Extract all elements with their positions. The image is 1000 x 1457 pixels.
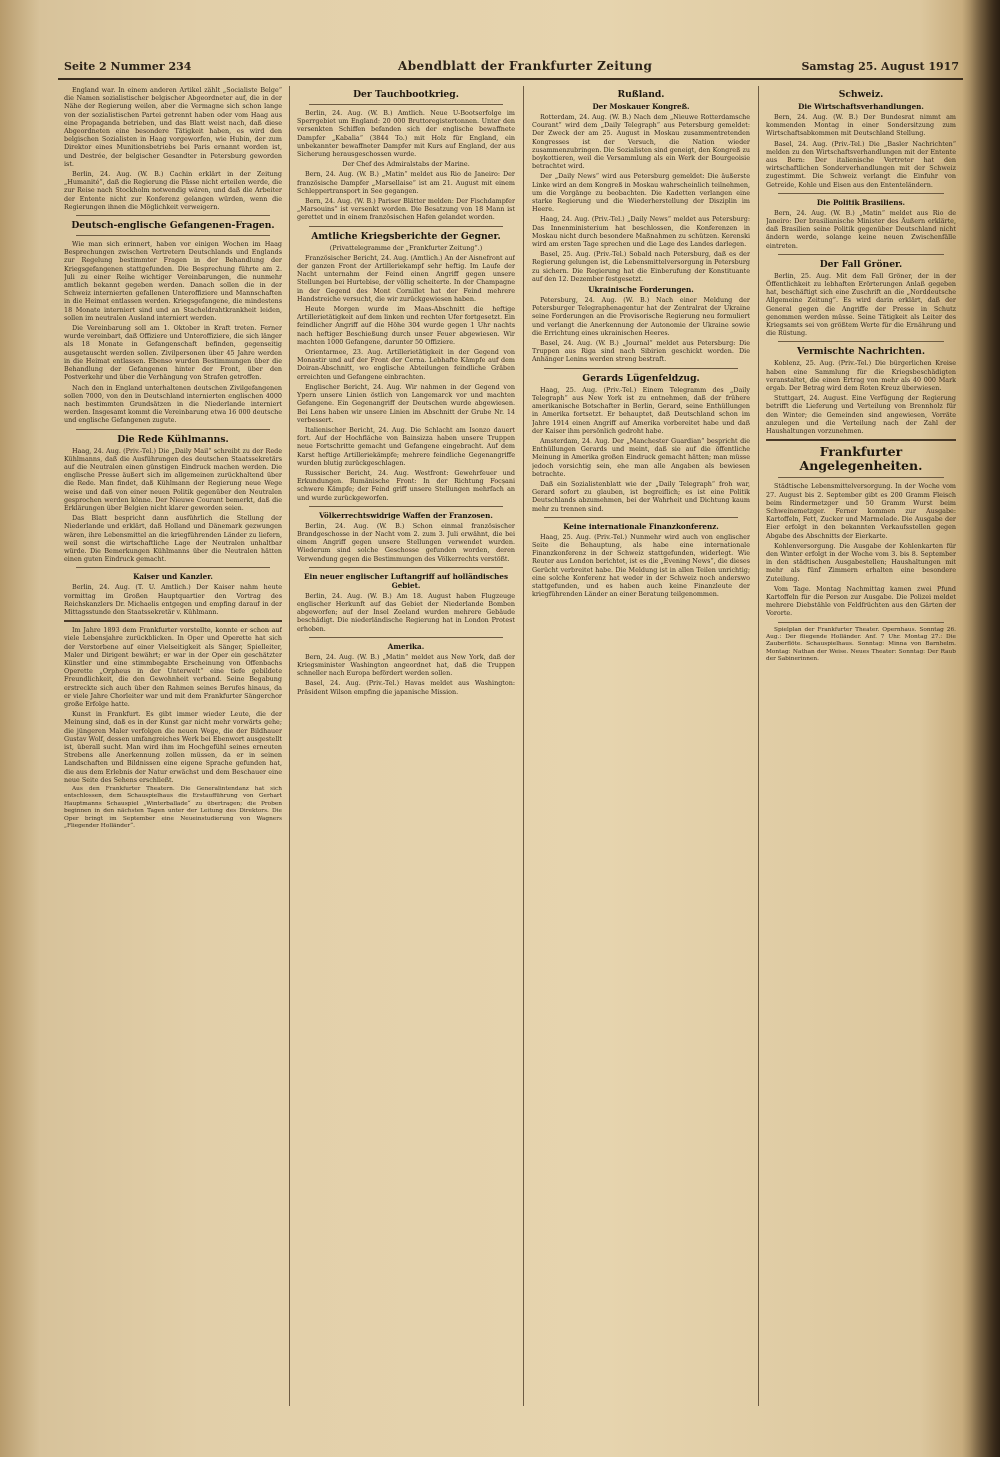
article-headline: Kaiser und Kanzler. — [133, 572, 213, 582]
paragraph: Vom Tage. Montag Nachmittag kamen zwei Pfund Kartoffeln für die Person zur Ausgabe. Die Polizei meldet mehrere Diebstähle von Feldfrüchten aus den Gärten der Vororte. — [766, 584, 956, 618]
article-headline: Ein neuer englischer Luftangriff auf holländisches Gebiet. — [303, 571, 508, 590]
article-headline: Vermischte Nachrichten. — [796, 346, 926, 358]
divider — [309, 567, 503, 568]
article-headline: Rußland. — [617, 89, 665, 100]
article-headline: Der Tauchbootkrieg. — [353, 89, 459, 100]
divider — [76, 567, 270, 568]
column-rule — [289, 86, 290, 1406]
paragraph: Daß ein Sozialistenblatt wie der „Daily Telegraph“ froh war, Gerard sofort zu glauben, ist begreiflich; es ist eine Politik Deutschlands abzumehmen, bei der Wahrheit und Dichtung kaum mehr zu trennen sind. — [532, 479, 750, 513]
subheadline: Die Wirtschaftsverhandlungen. — [798, 102, 924, 111]
paragraph: Der „Daily News“ wird aus Petersburg gemeldet: Die äußerste Linke wird an dem Kongreß in Moskau wahrscheinlich teilnehmen, um die Vorgänge zu beobachten. Die Kadetten verlangen eine starke Regierung und die Wiederherstellung der Disziplin im Heere. — [532, 172, 750, 214]
divider — [76, 215, 270, 216]
paragraph: Bern, 24. Aug. (W. B.) „Matin“ meldet aus New York, daß der Kriegsminister Washington angeordnet hat, daß die Truppen schneller nach Europa befördert werden sollen. — [297, 652, 515, 678]
page-date: Samstag 25. August 1917 — [801, 60, 959, 73]
paragraph: Berlin, 24. Aug. (T. U. Amtlich.) Der Kaiser nahm heute vormittag im Großen Hauptquartier den Vortrag des Reichskanzlers Dr. Michaelis entgegen und empfing darauf in der Mittagsstunde den Staatssekretär v. Kühlmann. — [64, 583, 282, 616]
paragraph: Heute Morgen wurde im Maas-Abschnitt die heftige Artillerietätigkeit auf dem linken und rechten Ufer fortgesetzt. Ein feindlicher Angriff auf die Höhe 304 wurde gegen 1 Uhr nachts nach heftiger Beschießung durch unser Feuer abgewiesen. Wir machten 1000 Gefangene, darunter 50 Offiziere. — [297, 305, 515, 346]
paragraph: Bern, 24. Aug. (W. B.) „Matin“ meldet aus Rio de Janeiro: Der brasilianische Minister des Äußern erklärte, daß Brasilien seine Politik gegenüber Deutschland nicht ändern werde, solange keine neuen Zwischenfälle eintreten. — [766, 208, 956, 250]
paragraph: Das Blatt bespricht dann ausführlich die Stellung der Niederlande und erklärt, daß Holland und Dänemark gezwungen wären, ihre Lebensmittel an die kriegführenden Länder zu liefern, weil sonst die wirtschaftliche Lage der Neutralen unhaltbar würde. Die Bemerkungen Kühlmanns über die Neutralen hätten einen guten Eindruck gemacht. — [64, 514, 282, 564]
paragraph: Haag, 24. Aug. (Priv.-Tel.) Die „Daily Mail“ schreibt zu der Rede Kühlmanns, daß die Ausführungen des deutschen Staatssekretärs auf die Neutralen einen günstigen Eindruck machen werden. Die englische Presse äußert sich im allgemeinen zurückhaltend über die Rede. Man findet, daß Kühlmann der Regierung neue Wege weise und daß von einer neuen Politik gegenüber den Neutralen gesprochen werden könne. Der Nieuwe Courant bemerkt, daß die Erklärungen über Belgien nicht klarer geworden seien. — [64, 446, 282, 512]
paragraph: Die Vereinbarung soll am 1. Oktober in Kraft treten. Ferner wurde vereinbart, daß Offiziere und Unteroffiziere, die sich länger als 18 Monate in Gefangenschaft befinden, gegenseitig ausgetauscht werden sollen. Zivilpersonen über 45 Jahre werden in die Heimat entlassen. Ebenso wurden Bestimmungen über die Behandlung der Gefangenen hinter der Front, über den Postverkehr und über die Verhängung von Strafen getroffen. — [64, 324, 282, 382]
paragraph: Bern, 24. Aug. (W. B.) „Matin“ meldet aus Rio de Janeiro: Der französische Dampfer „Marsellaise“ ist am 21. August mit einem Schleppertransport in See gegangen. — [297, 170, 515, 195]
column-2 — [297, 86, 515, 1426]
divider — [309, 226, 503, 227]
column-4 — [766, 86, 956, 1426]
paragraph: Italienischer Bericht, 24. Aug. Die Schlacht am Isonzo dauert fort. Auf der Hochfläche von Bainsizza haben unsere Truppen neue Fortschritte gemacht und Gefangene eingebracht. Auf dem Karst heftige Artilleriekämpfe; mehrere feindliche Gegenangriffe wurden blutig zurückgeschlagen. — [297, 425, 515, 467]
divider — [778, 477, 944, 478]
paragraph: Orientarmee, 23. Aug. Artillerietätigkeit in der Gegend von Monastir und auf der Front der Cerna. Lebhafte Kämpfe auf dem Doiran-Abschnitt, wo englische Abteilungen feindliche Gräben erreichten und Gefangene einbrachten. — [297, 348, 515, 381]
paragraph: Koblenz, 25. Aug. (Priv.-Tel.) Die bürgerlichen Kreise haben eine Sammlung für die Kriegsbeschädigten veranstaltet, die einen Ertrag von mehr als 40 000 Mark ergab. Der Betrag wird dem Roten Kreuz überwiesen. — [766, 359, 956, 393]
divider — [778, 341, 944, 342]
subheadline: Der Moskauer Kongreß. — [592, 102, 690, 111]
paragraph: Petersburg, 24. Aug. (W. B.) Nach einer Meldung der Petersburger Telegraphenagentur hat der Zentralrat der Ukraine seine Forderungen an die Provisorische Regierung neu formuliert und verlangt die Anerkennung der Autonomie der Ukraine sowie die Errichtung eines ukrainischen Heeres. — [532, 296, 750, 337]
paragraph: Kohlenversorgung. Die Ausgabe der Kohlenkarten für den Winter erfolgt in der Woche vom 3. bis 8. September in den städtischen Ausgabestellen; Haushaltungen mit mehr als fünf Zimmern erhalten eine besondere Zuteilung. — [766, 541, 956, 583]
article-headline: Die Rede Kühlmanns. — [117, 433, 229, 445]
page-binding-shadow — [962, 0, 1000, 1457]
paragraph: Berlin, 24. Aug. (W. B.) Am 18. August haben Flugzeuge englischer Herkunft auf das Gebiet der Niederlande Bomben abgeworfen; auf der Insel Zeeland wurden mehrere Gebäude beschädigt. Die niederländische Regierung hat in London Protest erhoben. — [297, 591, 515, 633]
column-rule — [758, 86, 759, 1406]
paragraph: Bern, 24. Aug. (W. B.) Der Bundesrat nimmt am kommenden Montag in einer Sondersitzung zum Wirtschaftsabkommen mit Deutschland Stellung. — [766, 113, 956, 138]
paragraph: Städtische Lebensmittelversorgung. In der Woche vom 27. August bis 2. September gibt es 200 Gramm Fleisch beim Rindermetzger und 50 Gramm Wurst beim Schweinemetzger. Ferner kommen zur Ausgabe: Kartoffeln, Fett, Zucker und Marmelade. Die Ausgabe der Eier erfolgt in den bekannten Verkaufsstellen gegen Abgabe des Abschnitts der Eierkarte. — [766, 482, 956, 540]
paragraph: Amsterdam, 24. Aug. Der „Manchester Guardian“ bespricht die Enthüllungen Gerards und meint, daß sie auf die öffentliche Meinung in Amerika großen Eindruck gemacht hätten; man müsse jedoch vorsichtig sein, ehe man alle Angaben als bewiesen betrachte. — [532, 436, 750, 478]
paragraph: Basel, 24. Aug. (W. B.) „Journal“ meldet aus Petersburg: Die Truppen aus Riga sind nach Sibirien geschickt worden. Die Anhänger Lenins werden streng bestraft. — [532, 339, 750, 364]
column-1 — [64, 86, 282, 1426]
page-number: Seite 2 Nummer 234 — [64, 60, 192, 73]
feuilleton-rule — [64, 620, 282, 622]
paragraph: Berlin, 24. Aug. (W. B.) Schon einmal französischer Brandgeschosse in der Nacht vom 2. zum 3. Juli erwähnt, die bei einem Angriff gegen unsere Stellungen verwendet wurden. Wiederum sind solche Geschosse gefunden worden, deren Verwendung gegen die Bestimmungen des Völkerrechts verstößt. — [297, 521, 515, 563]
subheadline: (Privattelegramme der „Frankfurter Zeitung“.) — [329, 243, 483, 252]
paragraph: Nach den in England unterhaltenen deutschen Zivilgefangenen sollen 7000, von den in Deutschland internierten englischen 4000 nach bestimmten Grundsätzen in die Niederlande interniert werden. Insgesamt kommt die Vereinbarung etwa 16 000 deutsche und englische Gefangenen zugute. — [64, 383, 282, 425]
article-headline: Der Fall Gröner. — [819, 258, 903, 270]
divider — [544, 368, 738, 369]
paragraph: Im Jahre 1893 dem Frankfurter vorstellte, konnte er schon auf viele Lebensjahre zurückblicken. In Oper und Operette hat sich der Verstorbene auf einer Vielseitigkeit als Sänger, Spielleiter, Maler und Dirigent bewährt; er war in der Oper ein geschätzter Künstler und eine stimmbegabte Erscheinung von Offenbachs Operette „Orpheus in der Unterwelt“ eine tiefe gebildete Freundlichkeit, die den Gewohnheit verband. Seine Begabung erstreckte sich auch über den Rahmen seines Berufes hinaus, da er viele Jahre Chorleiter war und mit dem Frankfurter Sängerchor große Erfolge hatte. — [64, 626, 282, 708]
paragraph: Wie man sich erinnert, haben vor einigen Wochen im Haag Besprechungen zwischen Vertretern Deutschlands und Englands zur Regelung bestimmter Fragen in der Behandlung der Kriegsgefangenen stattgefunden. Die Besprechung führte am 2. Juli zu einer Reihe wichtiger Vereinbarungen, die nunmehr amtlich bekannt gegeben werden. Danach sollen die in der Schweiz internierten gefallenen Unteroffiziere und Mannschaften in die Heimat entlassen werden. Kriegsgefangene, die mindestens 18 Monate interniert sind und an Stacheldrahtkrankheit leiden, sollen im neutralen Ausland interniert werden. — [64, 240, 282, 322]
paragraph: Französischer Bericht, 24. Aug. (Amtlich.) An der Aisnefront auf der ganzen Front der Artilleriekampf sehr heftig. Im Laufe der Nacht unternahm der Feind einen Angriff gegen unsere Stellungen bei Hurtebise, der völlig scheiterte. In der Champagne in der Gegend des Mont Cornillet hat der Feind mehrere Handstreiche versucht, die wir zurückgewiesen haben. — [297, 253, 515, 303]
paragraph: Basel, 24. Aug. (Priv.-Tel.) Die „Basler Nachrichten“ melden zu den Wirtschaftsverhandlungen mit der Entente aus Bern: Der italienische Vertreter hat den wirtschaftlichen Sonderverhandlungen mit der Schweiz zugestimmt. Die Schweiz verlangt die Einfuhr von Getreide, Kohle und Eisen aus den Ententeländern. — [766, 139, 956, 189]
article-headline: Schweiz. — [838, 89, 884, 100]
article-headline: Gerards Lügenfeldzug. — [582, 372, 700, 384]
paragraph: Berlin, 24. Aug. (W. B.) Amtlich. Neue U-Bootserfolge im Sperrgebiet um England: 20 000 Bruttoregistertonnen. Unter den versenkten Schiffen befanden sich der englische bewaffnete Dampfer „Kabalia“ (3844 To.) mit Holz für England, ein unbekannter bewaffneter Dampfer mit Kurs auf England, der aus Sicherung herausgeschossen wurde. — [297, 109, 515, 159]
divider — [309, 637, 503, 638]
section-headline: Frankfurter Angelegenheiten. — [799, 444, 923, 474]
section-rule — [766, 439, 956, 441]
paragraph: Russischer Bericht, 24. Aug. Westfront: Gewehrfeuer und Erkundungen. Rumänische Front: In der Richtung Focșani schwere Kämpfe; der Feind griff unsere Stellungen mehrfach an und wurde zurückgeworfen. — [297, 468, 515, 502]
paragraph: Basel, 25. Aug. (Priv.-Tel.) Sobald nach Petersburg, daß es der Regierung gelungen ist, die Lebensmittelversorgung in Petersburg zu sichern. Die Regierung hat die Einberufung der Konstituante auf den 12. Dezember festgesetzt. — [532, 250, 750, 283]
divider — [76, 429, 270, 430]
paragraph: Basel, 24. Aug. (Priv.-Tel.) Havas meldet aus Washington: Präsident Wilson empfing die japanische Mission. — [297, 679, 515, 696]
paragraph: Haag, 24. Aug. (Priv.-Tel.) „Daily News“ meldet aus Petersburg: Das Innenministerium hat beschlossen, die Konferenzen in Moskau nicht durch besondere Maßnahmen zu schützen. Kerenski wird am ersten Tage sprechen und die Lage des Landes darlegen. — [532, 215, 750, 249]
paragraph: Rotterdam, 24. Aug. (W. B.) Nach dem „Nieuwe Rotterdamsche Courant“ wird dem „Daily Telegraph“ aus Petersburg gemeldet: Der Zweck der am 25. August in Moskau zusammentretenden Kongresses ist der Versuch, die Nation wieder zusammenzubringen. Die Sozialisten sind geneigt, den Kongreß zu boykottieren, weil die Versammlung als ein Werk der Bourgeoisie betrachtet wird. — [532, 113, 750, 171]
column-3 — [532, 86, 750, 1426]
divider — [76, 235, 270, 236]
article-headline: Amtliche Kriegsberichte der Gegner. — [311, 230, 501, 242]
article-headline: Amerika. — [387, 641, 425, 651]
masthead: Abendblatt der Frankfurter Zeitung — [398, 59, 653, 73]
theater-schedule: Spielplan der Frankfurter Theater. Opernhaus. Sonntag 26. Aug.: Der fliegende Holländer. Anf. 7 Uhr. Montag 27.: Die Zauberflöte. Schauspielhaus. Sonntag: Minna von Barnhelm. Montag: Nathan der Weise. Neues Theater: Sonntag: Der Raub der Sabinerinnen. — [766, 626, 956, 663]
divider — [544, 517, 738, 518]
paragraph: Berlin, 24. Aug. (W. B.) Cachin erklärt in der Zeitung „Humanité“, daß die Regierung die Pässe nicht erteilen werde, die zur Reise nach Stockholm notwendig wären, und daß die Arbeiter der Entente nicht zur Konferenz gelangen würden, wenn die Regierungen ihnen die Möglichkeit verweigern. — [64, 170, 282, 211]
paragraph: Englischer Bericht, 24. Aug. Wir nahmen in der Gegend von Ypern unsere Linien östlich von Langemarck vor und machten Gefangene. Ein Gegenangriff der Deutschen wurde abgewiesen. Bei Lens haben wir unsere Linien im Abschnitt der Grube Nr. 14 verbessert. — [297, 382, 515, 424]
paragraph: Stuttgart, 24. August. Eine Verfügung der Regierung betrifft die Lieferung und Verteilung von Brennholz für den Winter; die Gemeinden sind angewiesen, Vorräte anzulegen und die Verteilung nach der Zahl der Haushaltungen vorzunehmen. — [766, 394, 956, 436]
article-headline: Völkerrechtswidrige Waffen der Franzosen. — [319, 510, 493, 520]
article-headline: Deutsch-englische Gefangenen-Fragen. — [71, 220, 275, 232]
subheadline: Ukrainische Forderungen. — [588, 285, 694, 295]
paragraph: Bern, 24. Aug. (W. B.) Pariser Blätter melden: Der Fischdampfer „Marsouins“ ist versenkt worden. Die Besatzung von 18 Mann ist gerettet und in einem französischen Hafen gelandet worden. — [297, 197, 515, 222]
paragraph: Haag, 25. Aug. (Priv.-Tel.) Einem Telegramm des „Daily Telegraph“ aus New York ist zu entnehmen, daß der frühere amerikanische Botschafter in Berlin, Gerard, seine Enthüllungen in Amerika fortsetzt. Er behauptet, daß Deutschland schon im Jahre 1914 einen Angriff auf Amerika vorbereitet habe und daß der Kaiser ihm persönlich gedroht habe. — [532, 385, 750, 435]
divider — [309, 104, 503, 105]
paragraph: England war. In einem anderen Artikel zählt „Socialiste Belge“ die Namen sozialistischer belgischer Abgeordneter auf, die in der Nähe der Regierung weilen, aber die Vermagne sich schon lange von der sozialistischen Partei getrennt haben oder vom Haag aus eine Propaganda betrieben, und das Blatt weist nach, daß diese Abgeordneten eine besondere Tätigkeit haben, es wird den belgischen Sozialisten in Haag vorgeworfen, wie Hubin, der zum Direktor eines Munitionsbetriebs bei Paris ernannt worden ist, und Destrée, der belgischer Gesandter in Petersburg geworden ist. — [64, 86, 282, 168]
paragraph: Haag, 25. Aug. (Priv.-Tel.) Nunmehr wird auch von englischer Seite die Behauptung, als habe eine internationale Finanzkonferenz in der Schweiz stattgefunden, widerlegt. Wie Reuter aus London berichtet, ist es die „Evening News“, die dieses Gerücht verbreitet habe. Die Meldung ist in allen Teilen unrichtig; eine solche Konferenz hat weder in der Schweiz noch anderswo stattgefunden, und es haben auch keine Finanzleute der kriegführenden Länder an einer Beratung teilgenommen. — [532, 532, 750, 599]
article-headline: Keine internationale Finanzkonferenz. — [563, 521, 719, 531]
divider — [778, 193, 944, 194]
paragraph: Aus den Frankfurter Theatern. Die Generalintendanz hat sich entschlossen, dem Schauspielhaus die Erstaufführung von Gerhart Hauptmanns Schauspiel „Winterballade“ zu übertragen; die Proben beginnen in den nächsten Tagen unter der Leitung des Direktors. Die Oper bringt im September eine Neueinstudierung von Wagners „Fliegender Holländer“. — [64, 786, 282, 830]
article-headline: Die Politik Brasiliens. — [816, 197, 906, 207]
page-header — [58, 58, 963, 80]
column-rule — [523, 86, 524, 1406]
divider — [309, 506, 503, 507]
paragraph: Kunst in Frankfurt. Es gibt immer wieder Leute, die der Meinung sind, daß es in der Kunst gar nicht mehr vorwärts gehe; die jüngeren Maler verfolgen die neuen Wege, die der Bildhauer Gustav Wolf, dessen umfangreiches Werk bei Ebenwort ausgestellt ist, überall sucht. Man wird ihm im Hochgefühl seines erneuten Strebens alle Anerkennung zollen müssen, da er in seinen Landschaften und Bildnissen eine eigene Sprache gefunden hat, die aus dem Erlebnis der Natur erwächst und dem Beschauer eine neue Seite des Sehens erschließt. — [64, 710, 282, 784]
paragraph: Berlin, 25. Aug. Mit dem Fall Gröner, der in der Öffentlichkeit zu lebhaften Erörterungen Anlaß gegeben hat, beschäftigt sich eine Zuschrift an die „Norddeutsche Allgemeine Zeitung“. Es wird darin erklärt, daß der General gegen die Angriffe der Presse in Schutz genommen werden müsse. Seine Tätigkeit als Leiter des Kriegsamts sei von größtem Werte für die Ernährung und die Rüstung. — [766, 271, 956, 338]
signature: Der Chef des Admiralstabs der Marine. — [342, 160, 470, 169]
divider — [778, 254, 944, 255]
divider — [778, 622, 944, 623]
